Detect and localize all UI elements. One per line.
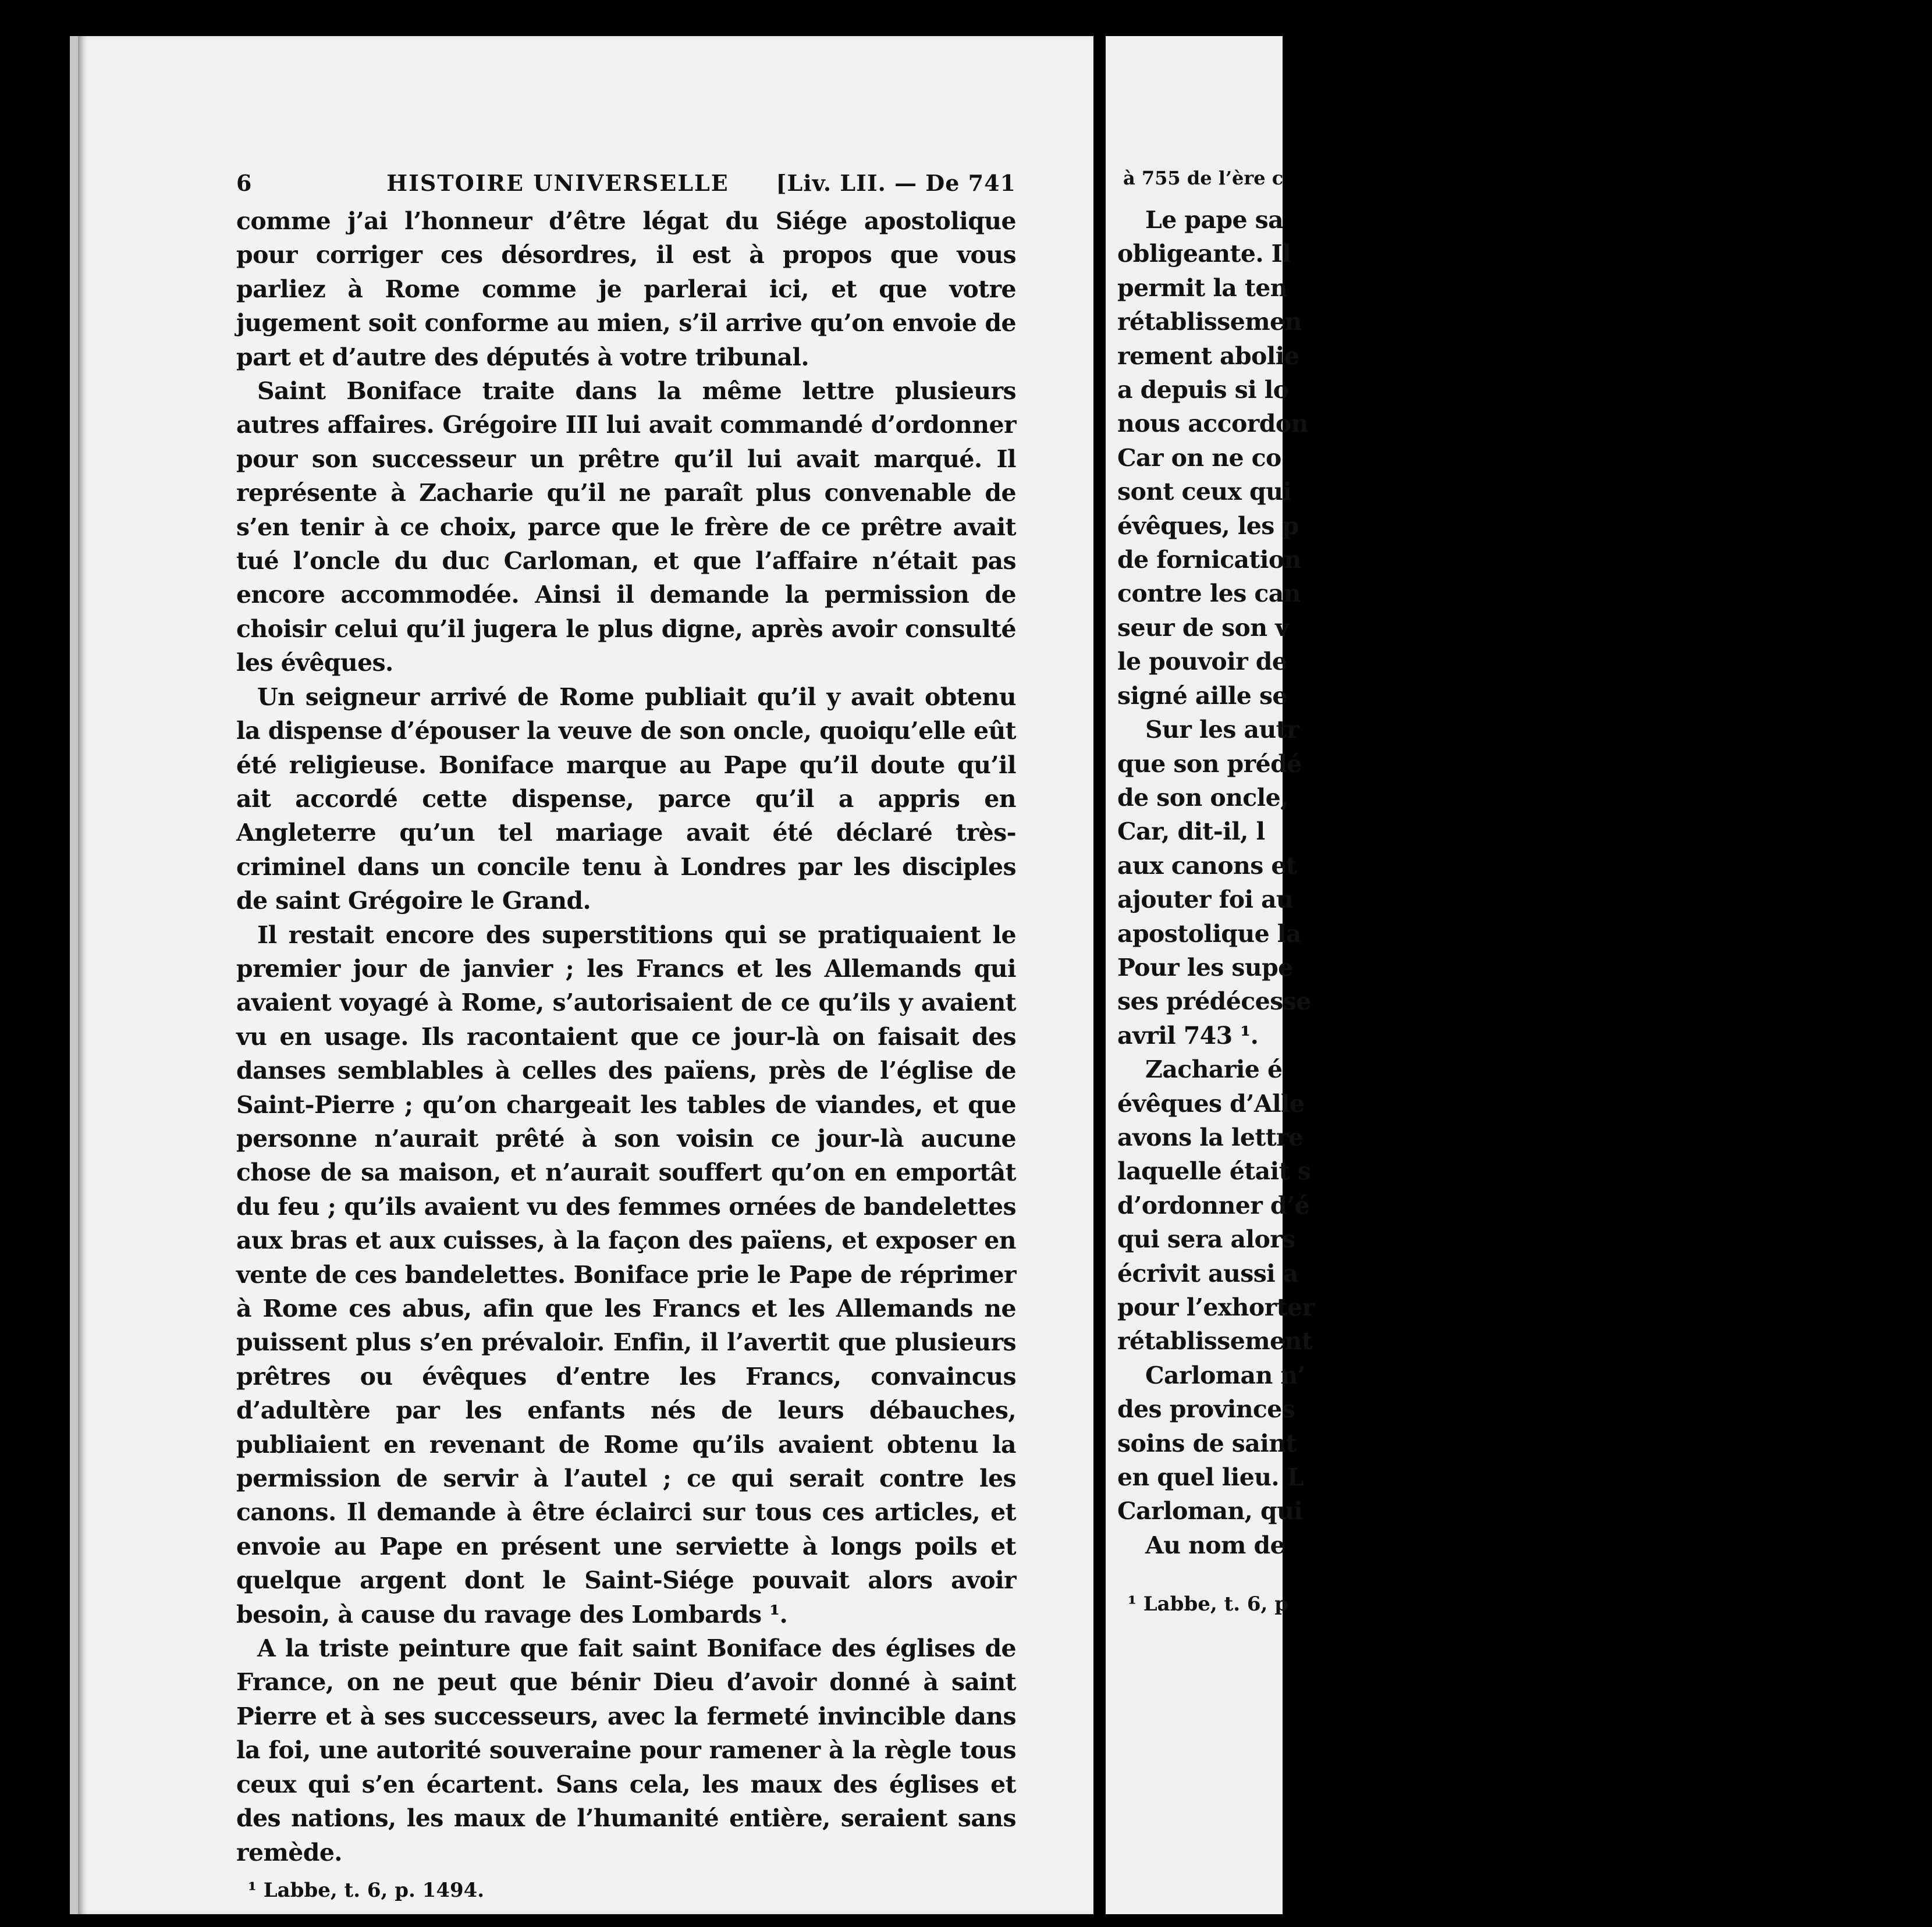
right-page-line: évêques d’Alle	[1117, 1089, 1305, 1118]
right-page-line: avril 743 ¹.	[1117, 1021, 1259, 1050]
right-page-line: Zacharie é	[1145, 1055, 1283, 1084]
right-page-line: Carloman, qui	[1117, 1497, 1303, 1526]
right-page-line: des provinces	[1117, 1395, 1295, 1424]
footnote: ¹ Labbe, t. 6, p. 1494.	[248, 1878, 485, 1902]
right-page-line: seur de son v	[1117, 613, 1289, 642]
left-page	[70, 36, 1093, 1914]
left-page-content	[236, 170, 1016, 1902]
right-page-line: rétablissemen	[1117, 308, 1302, 336]
right-page-line: rétablissement	[1117, 1327, 1313, 1356]
right-page-line: Sur les autr	[1145, 716, 1299, 744]
right-page-line: soins de saint	[1117, 1429, 1297, 1457]
running-title: HISTOIRE UNIVERSELLE	[386, 170, 729, 196]
right-page-line: évêques, les p	[1117, 511, 1299, 540]
paragraph: A la triste peinture que fait saint Boniface des églises de France, on ne peut que bénir Dieu d’avoir donné à saint Pierre et à ses successeurs, avec la fermeté invincible dans la foi, une autorité souveraine pour ramener à la règle tous ceux qui s’en écartent. Sans cela, les maux des églises et des nations, les maux de l’humanité entière, seraient sans remède.	[236, 1634, 1016, 1866]
right-footnote: ¹ Labbe, t. 6, p	[1128, 1592, 1289, 1616]
paragraph: Il restait encore des superstitions qui se pratiquaient le premier jour de janvier ; les Francs et les Allemands qui avaient voyagé à Rome, s’autorisaient de ce qu’ils y avaient vu en usage. Ils racontaient que ce jour-là on faisait des danses semblables à celles des païens, près de l’église de Saint-Pierre ; qu’on chargeait les tables de viandes, et que personne n’aurait prêté à son voisin ce jour-là aucune chose de sa maison, et n’aurait souffert qu’on en emportât du feu ; qu’ils avaient vu des femmes ornées de bandelettes aux bras et aux cuisses, à la façon des païens, et exposer en vente de ces bandelettes. Boniface prie le Pape de réprimer à Rome ces abus, afin que les Francs et les Allemands ne puissent plus s’en prévaloir. Enfin, il l’avertit que plusieurs prêtres ou évêques d’entre les Francs, convaincus d’adultère par les enfants nés de leurs débauches, publiaient en revenant de Rome qu’ils avaient obtenu la permission de servir à l’autel ; ce qui serait contre les canons. Il demande à être éclairci sur tous ces articles, et envoie au Pape en présent une serviette à longs poils et quelque argent dont le Saint-Siége pouvait alors avoir besoin, à cause du ravage des Lombards ¹.	[236, 920, 1016, 1629]
right-page-line: d’ordonner d’é	[1117, 1191, 1310, 1220]
right-page-line: nous accordon	[1117, 410, 1308, 438]
paragraph: comme j’ai l’honneur d’être légat du Siége apostolique pour corriger ces désordres, il est à propos que vous parliez à Rome comme je parlerai ici, et que votre jugement soit conforme au mien, s’il arrive qu’on envoie de part et d’autre des députés à votre tribunal.	[236, 207, 1016, 371]
right-page-line: le pouvoir de	[1117, 648, 1287, 676]
section-reference: [Liv. LII. — De 741	[776, 170, 1016, 196]
right-page-line: permit la ten	[1117, 273, 1287, 302]
page-number: 6	[236, 170, 253, 196]
right-page-line: aux canons et	[1117, 851, 1297, 880]
right-page-line: Le pape sa	[1145, 206, 1284, 234]
right-page-line: de fornication	[1117, 546, 1301, 574]
right-page-line: signé aille se	[1117, 681, 1287, 710]
right-page-line: rement abolie	[1117, 342, 1299, 370]
right-page-line: contre les can	[1117, 579, 1301, 608]
right-page-line: Car, dit-il, l	[1117, 817, 1265, 846]
right-page-line: Car on ne co	[1117, 443, 1281, 472]
right-page-line: sont ceux qui	[1117, 478, 1292, 506]
right-page-line: laquelle était s	[1117, 1157, 1311, 1186]
body-text	[236, 204, 1016, 1869]
right-page-line: ses prédécesse	[1117, 987, 1311, 1016]
right-page-line: en quel lieu. L	[1117, 1463, 1304, 1492]
right-page-line: Au nom de	[1145, 1531, 1285, 1559]
right-page-line: apostolique la	[1117, 919, 1301, 948]
paragraph: Un seigneur arrivé de Rome publiait qu’il y avait obtenu la dispense d’épouser la veuve de son oncle, quoiqu’elle eût été religieuse. Boniface marque au Pape qu’il doute qu’il ait accordé cette dispense, parce qu’il a appris en Angleterre qu’un tel mariage avait été déclaré très-criminel dans un concile tenu à Londres par les disciples de saint Grégoire le Grand.	[236, 682, 1016, 915]
right-page-line: de son oncle,	[1117, 783, 1288, 812]
right-page-line: qui sera alors	[1117, 1225, 1295, 1254]
right-page-line: ajouter foi au	[1117, 886, 1294, 914]
right-page-content	[1117, 167, 1932, 1616]
right-page-line: pour l’exhorter	[1117, 1293, 1315, 1321]
running-head	[236, 170, 1016, 196]
right-page-line: que son prédé	[1117, 749, 1302, 778]
right-page-line: Carloman n’	[1145, 1361, 1306, 1389]
right-page	[1106, 36, 1315, 1914]
paragraph: Saint Boniface traite dans la même lettre plusieurs autres affaires. Grégoire III lui avait commandé d’ordonner pour son successeur un prêtre qu’il lui avait marqué. Il représente à Zacharie qu’il ne paraît plus convenable de s’en tenir à ce choix, parce que le frère de ce prêtre avait tué l’oncle du duc Carloman, et que l’affaire n’était pas encore accommodée. Ainsi il demande la permission de choisir celui qu’il jugera le plus digne, après avoir consulté les évêques.	[236, 377, 1016, 677]
right-page-line: avons la lettre	[1117, 1123, 1304, 1151]
right-page-line: a depuis si lo	[1117, 376, 1289, 404]
right-page-line: obligeante. Il	[1117, 240, 1291, 268]
right-page-line: écrivit aussi a	[1117, 1259, 1298, 1288]
right-running-head: à 755 de l’ère c	[1123, 167, 1284, 189]
right-page-lines	[1117, 203, 1932, 1562]
right-page-line: Pour les supe	[1117, 953, 1293, 982]
